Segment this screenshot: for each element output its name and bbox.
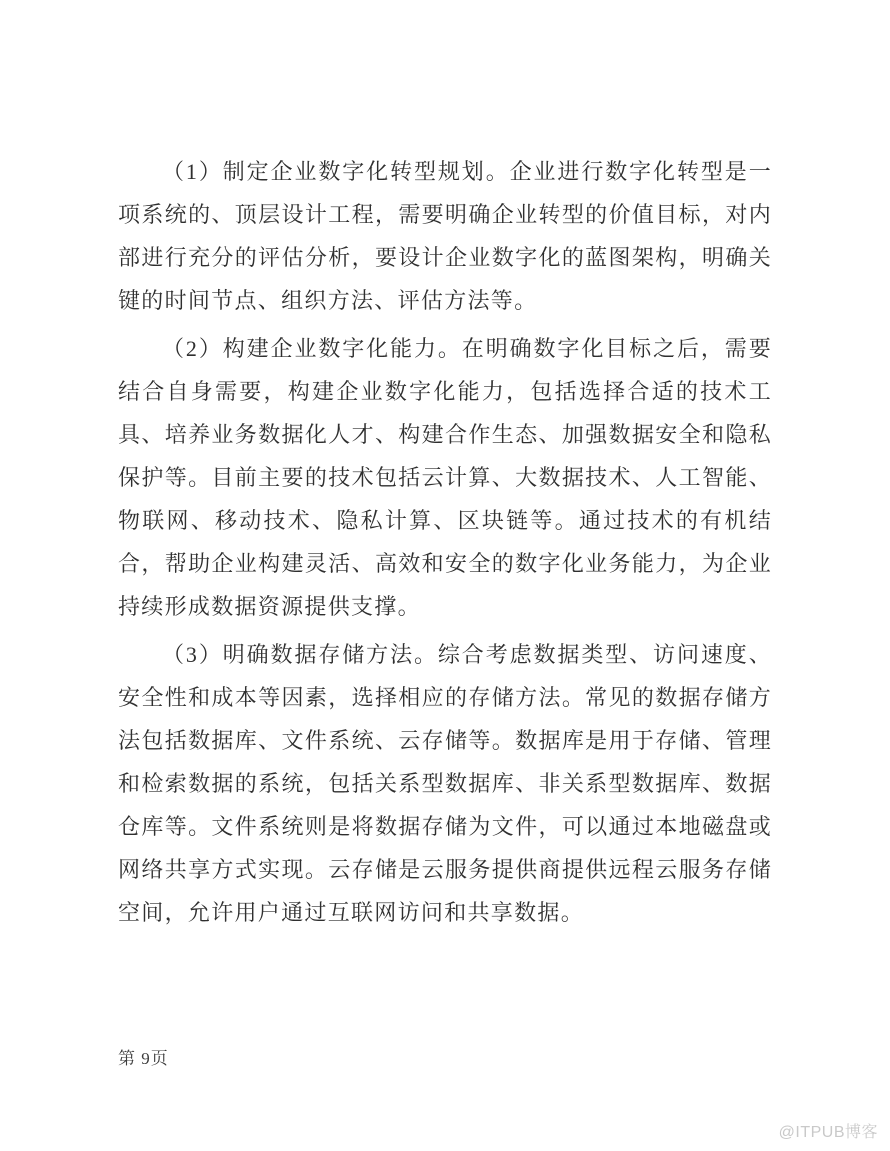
itpub-watermark: @ITPUB博客 — [778, 1124, 878, 1141]
document-body — [118, 150, 772, 934]
paragraph-3-data-storage-methods: （3）明确数据存储方法。综合考虑数据类型、访问速度、安全性和成本等因素，选择相应的存储方法。常见的数据存储方法包括数据库、文件系统、云存储等。数据库是用于存储、管理和检索数据的系统，包括关系型数据库、非关系型数据库、数据仓库等。文件系统则是将数据存储为文件，可以通过本地磁盘或网络共享方式实现。云存储是云服务提供商提供远程云服务存储空间，允许用户通过互联网访问和共享数据。 — [118, 642, 772, 925]
paragraph-2-digital-capability: （2）构建企业数字化能力。在明确数字化目标之后，需要结合自身需要，构建企业数字化能力，包括选择合适的技术工具、培养业务数据化人才、构建合作生态、加强数据安全和隐私保护等。目前主要的技术包括云计算、大数据技术、人工智能、物联网、移动技术、隐私计算、区块链等。通过技术的有机结合，帮助企业构建灵活、高效和安全的数字化业务能力，为企业持续形成数据资源提供支撑。 — [118, 336, 772, 619]
paragraph-1-transformation-planning: （1）制定企业数字化转型规划。企业进行数字化转型是一项系统的、顶层设计工程，需要明确企业转型的价值目标，对内部进行充分的评估分析，要设计企业数字化的蓝图架构，明确关键的时间节点、组织方法、评估方法等。 — [118, 159, 772, 313]
page-number: 第 9页 — [118, 1049, 169, 1068]
